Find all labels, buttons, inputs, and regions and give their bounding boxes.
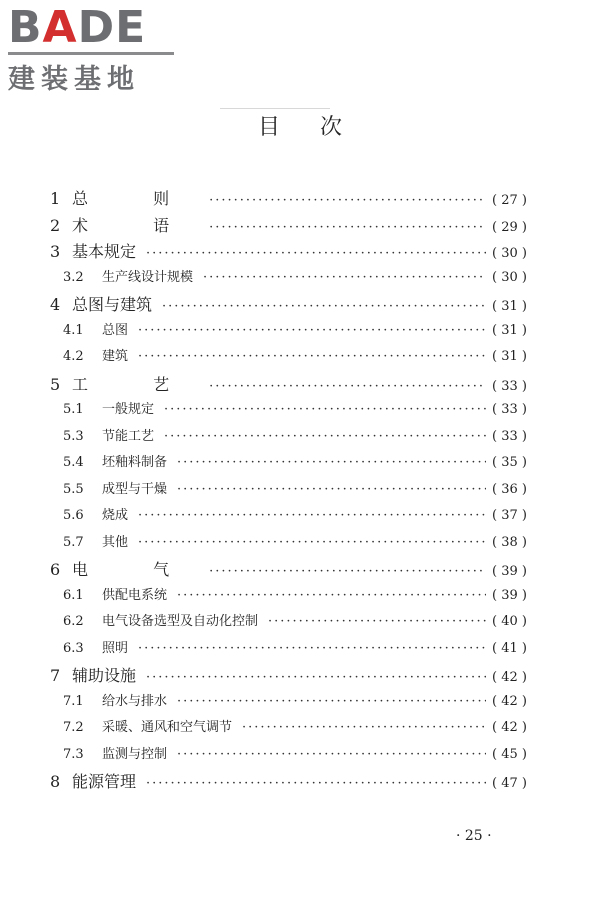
toc-number: 7.3 <box>63 746 84 762</box>
toc-label: 建筑 <box>102 349 129 364</box>
toc-page-ref: ( 29 ) <box>492 219 527 235</box>
toc-number: 3 <box>50 242 61 261</box>
toc-number: 5.7 <box>63 534 84 550</box>
logo-wordmark <box>8 2 188 53</box>
logo-accent-letter: A <box>42 2 78 53</box>
toc-label: 生产线设计规模 <box>102 269 194 285</box>
toc-label: 术 语 <box>72 215 200 235</box>
dot-leader <box>209 220 486 236</box>
dot-leader <box>138 323 486 339</box>
toc-page-ref: ( 27 ) <box>492 193 527 208</box>
dot-leader <box>209 379 486 395</box>
toc-section-row[interactable] <box>0 398 600 425</box>
toc-label: 监测与控制 <box>102 746 168 762</box>
toc-page-ref: ( 36 ) <box>492 481 527 497</box>
toc-chapter-row[interactable] <box>0 372 600 399</box>
toc-section-row[interactable] <box>0 266 600 293</box>
toc-number: 3.2 <box>63 269 84 285</box>
dot-leader <box>209 193 486 209</box>
toc-section-row[interactable] <box>0 345 600 372</box>
toc-number: 6.3 <box>63 640 84 656</box>
dot-leader <box>177 747 486 763</box>
dot-leader <box>177 588 486 604</box>
toc-section-row[interactable] <box>0 610 600 637</box>
toc-label: 总图与建筑 <box>72 295 153 314</box>
toc-page-ref: ( 47 ) <box>492 776 527 791</box>
dot-leader <box>203 270 486 286</box>
toc-page-ref: ( 33 ) <box>492 402 527 417</box>
dot-leader <box>164 429 486 445</box>
toc-label: 成型与干燥 <box>102 481 168 497</box>
toc-section-row[interactable] <box>0 531 600 558</box>
toc-page-ref: ( 39 ) <box>492 587 527 603</box>
table-of-contents <box>0 186 600 796</box>
toc-page-ref: ( 33 ) <box>492 428 527 444</box>
dot-leader <box>177 482 486 498</box>
dot-leader <box>164 402 486 418</box>
dot-leader <box>146 670 486 686</box>
toc-number: 7 <box>50 666 61 685</box>
title-rule <box>220 108 330 109</box>
toc-number: 1 <box>50 189 61 208</box>
page-title: 目次 <box>257 115 382 140</box>
toc-label: 电 气 <box>72 560 200 579</box>
toc-number: 8 <box>50 772 61 791</box>
dot-leader <box>242 720 486 736</box>
toc-label: 能源管理 <box>72 772 137 791</box>
toc-section-row[interactable] <box>0 451 600 478</box>
toc-chapter-row[interactable] <box>0 663 600 690</box>
toc-number: 6 <box>50 560 61 579</box>
dot-leader <box>177 455 486 471</box>
toc-page-ref: ( 39 ) <box>492 564 527 579</box>
toc-label: 基本规定 <box>72 242 137 261</box>
toc-page-ref: ( 31 ) <box>492 322 527 338</box>
toc-label: 采暖、通风和空气调节 <box>102 720 233 735</box>
toc-label: 节能工艺 <box>102 428 155 444</box>
toc-number: 4.2 <box>63 349 84 364</box>
toc-section-row[interactable] <box>0 478 600 505</box>
dot-leader <box>209 564 486 580</box>
toc-label: 其他 <box>102 534 129 550</box>
dot-leader <box>138 641 486 657</box>
toc-number: 5.3 <box>63 428 84 444</box>
toc-number: 7.2 <box>63 720 84 735</box>
toc-page-ref: ( 31 ) <box>492 349 527 364</box>
toc-section-row[interactable] <box>0 504 600 531</box>
toc-section-row[interactable] <box>0 319 600 346</box>
toc-number: 4 <box>50 295 61 314</box>
toc-label: 工 艺 <box>72 374 200 394</box>
dot-leader <box>138 535 486 551</box>
toc-label: 总 则 <box>72 189 200 208</box>
toc-section-row[interactable] <box>0 743 600 770</box>
toc-page-ref: ( 42 ) <box>492 670 527 685</box>
toc-label: 一般规定 <box>102 402 155 417</box>
dot-leader <box>268 614 486 630</box>
logo-letters: DE <box>77 2 147 53</box>
toc-chapter-row[interactable] <box>0 769 600 796</box>
toc-section-row[interactable] <box>0 425 600 452</box>
toc-number: 4.1 <box>63 322 84 338</box>
toc-page-ref: ( 45 ) <box>492 746 527 762</box>
toc-section-row[interactable] <box>0 637 600 664</box>
toc-chapter-row[interactable] <box>0 557 600 584</box>
toc-number: 2 <box>50 215 61 235</box>
toc-page-ref: ( 41 ) <box>492 640 527 656</box>
toc-label: 烧成 <box>102 508 129 523</box>
logo-letters: B <box>8 2 43 53</box>
dot-leader <box>177 694 486 710</box>
toc-label: 给水与排水 <box>102 693 168 709</box>
toc-label: 供配电系统 <box>102 587 168 603</box>
toc-number: 7.1 <box>63 693 84 709</box>
toc-page-ref: ( 30 ) <box>492 246 527 261</box>
toc-page-ref: ( 31 ) <box>492 299 527 314</box>
toc-page-ref: ( 33 ) <box>492 378 527 394</box>
toc-label: 辅助设施 <box>72 666 137 685</box>
toc-label: 坯釉料制备 <box>102 455 168 470</box>
dot-leader <box>146 776 486 792</box>
toc-page-ref: ( 30 ) <box>492 269 527 285</box>
toc-label: 照明 <box>102 640 129 656</box>
toc-section-row[interactable] <box>0 584 600 611</box>
toc-number: 5 <box>50 374 61 394</box>
toc-number: 5.4 <box>63 455 84 470</box>
toc-section-row[interactable] <box>0 716 600 743</box>
logo-subtitle: 建装基地 <box>8 64 140 95</box>
dot-leader <box>162 299 486 315</box>
dot-leader <box>138 349 486 365</box>
toc-page-ref: ( 40 ) <box>492 614 527 629</box>
toc-chapter-row[interactable] <box>0 213 600 240</box>
bade-logo <box>8 2 188 96</box>
toc-page-ref: ( 42 ) <box>492 693 527 709</box>
toc-chapter-row[interactable] <box>0 239 600 266</box>
toc-section-row[interactable] <box>0 690 600 717</box>
toc-number: 5.6 <box>63 508 84 523</box>
toc-chapter-row[interactable] <box>0 292 600 319</box>
toc-label: 总图 <box>102 322 129 338</box>
toc-number: 6.2 <box>63 614 84 629</box>
toc-page-ref: ( 38 ) <box>492 534 527 550</box>
toc-chapter-row[interactable] <box>0 186 600 213</box>
toc-number: 6.1 <box>63 587 84 603</box>
dot-leader <box>146 246 486 262</box>
toc-page-ref: ( 35 ) <box>492 455 527 470</box>
toc-label: 电气设备选型及自动化控制 <box>102 614 259 629</box>
dot-leader <box>138 508 486 524</box>
toc-page-ref: ( 42 ) <box>492 720 527 735</box>
toc-number: 5.1 <box>63 402 84 417</box>
toc-number: 5.5 <box>63 481 84 497</box>
page-number: · 25 · <box>456 828 492 844</box>
toc-page-ref: ( 37 ) <box>492 508 527 523</box>
